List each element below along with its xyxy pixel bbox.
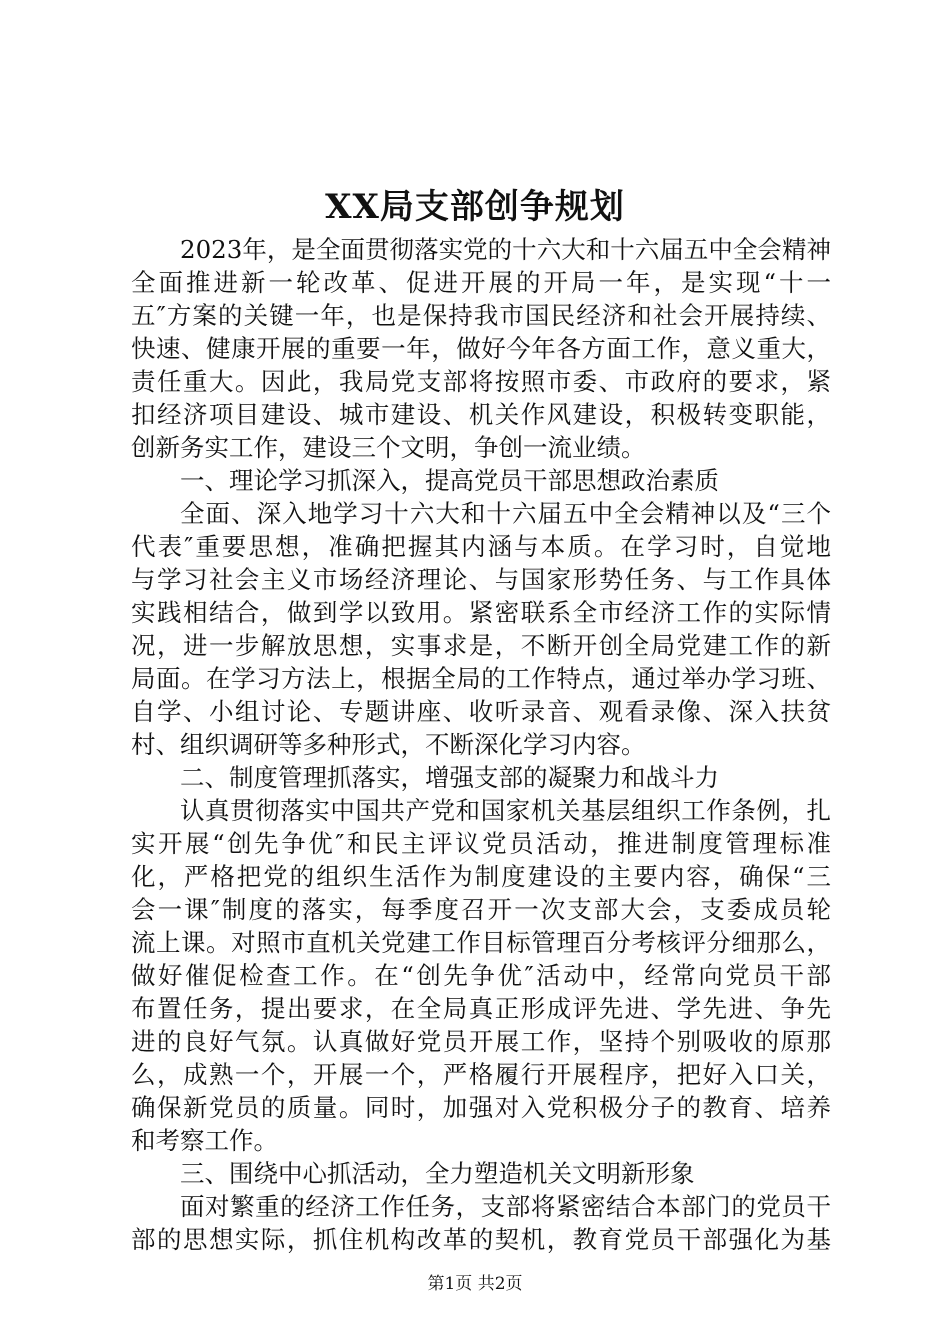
text-line: 2023年，是全面贯彻落实党的十六大和十六届五中全会精神 bbox=[180, 235, 831, 264]
page-title: XX局支部创争规划 bbox=[325, 187, 625, 227]
body-text bbox=[131, 233, 831, 1256]
text-line: 与学习社会主义市场经济理论、与国家形势任务、与工作具体 bbox=[131, 565, 831, 594]
text-line: 代表″重要思想，准确把握其内涵与本质。在学习时，自觉地 bbox=[131, 532, 831, 561]
text-line: 流上课。对照市直机关党建工作目标管理百分考核评分细那么， bbox=[131, 928, 831, 957]
text-line: 扣经济项目建设、城市建设、机关作风建设，积极转变职能， bbox=[131, 400, 831, 429]
page-footer: 第1页 共2页 bbox=[427, 1274, 523, 1294]
text-line: 进的良好气氛。认真做好党员开展工作，坚持个别吸收的原那 bbox=[131, 1027, 831, 1056]
text-line: 化，严格把党的组织生活作为制度建设的主要内容，确保“三 bbox=[131, 862, 831, 891]
text-line: 全面推进新一轮改革、促进开展的开局一年，是实现“十一 bbox=[131, 268, 831, 297]
text-line: 和考察工作。 bbox=[131, 1126, 278, 1155]
text-line: 局面。在学习方法上，根据全局的工作特点，通过举办学习班、 bbox=[131, 664, 831, 693]
text-line: 么，成熟一个，开展一个，严格履行开展程序，把好入口关， bbox=[131, 1060, 831, 1089]
text-line: 全面、深入地学习十六大和十六届五中全会精神以及“三个 bbox=[180, 499, 831, 528]
text-line: 二、制度管理抓落实，增强支部的凝聚力和战斗力 bbox=[180, 763, 719, 792]
text-line: 一、理论学习抓深入，提高党员干部思想政治素质 bbox=[180, 466, 719, 495]
text-line: 快速、健康开展的重要一年，做好今年各方面工作，意义重大， bbox=[131, 334, 831, 363]
text-line: 做好催促检查工作。在“创先争优″活动中，经常向党员干部 bbox=[131, 961, 831, 990]
text-line: 实开展“创先争优″和民主评议党员活动，推进制度管理标准 bbox=[131, 829, 831, 858]
text-line: 村、组织调研等多种形式，不断深化学习内容。 bbox=[131, 730, 646, 759]
text-line: 部的思想实际，抓住机构改革的契机，教育党员干部强化为基 bbox=[131, 1225, 831, 1254]
text-line: 实践相结合，做到学以致用。紧密联系全市经济工作的实际情 bbox=[131, 598, 831, 627]
text-line: 会一课″制度的落实，每季度召开一次支部大会，支委成员轮 bbox=[131, 895, 831, 924]
text-line: 五″方案的关键一年，也是保持我市国民经济和社会开展持续、 bbox=[131, 301, 831, 330]
text-line: 认真贯彻落实中国共产党和国家机关基层组织工作条例，扎 bbox=[180, 796, 831, 825]
text-line: 面对繁重的经济工作任务，支部将紧密结合本部门的党员干 bbox=[180, 1192, 831, 1221]
text-line: 创新务实工作，建设三个文明，争创一流业绩。 bbox=[131, 433, 646, 462]
text-line: 三、围绕中心抓活动，全力塑造机关文明新形象 bbox=[180, 1159, 695, 1188]
text-line: 责任重大。因此，我局党支部将按照市委、市政府的要求，紧 bbox=[131, 367, 831, 396]
text-line: 确保新党员的质量。同时，加强对入党积极分子的教育、培养 bbox=[131, 1093, 831, 1122]
text-line: 况，进一步解放思想，实事求是，不断开创全局党建工作的新 bbox=[131, 631, 831, 660]
text-line: 布置任务，提出要求，在全局真正形成评先进、学先进、争先 bbox=[131, 994, 831, 1023]
text-line: 自学、小组讨论、专题讲座、收听录音、观看录像、深入扶贫 bbox=[131, 697, 831, 726]
